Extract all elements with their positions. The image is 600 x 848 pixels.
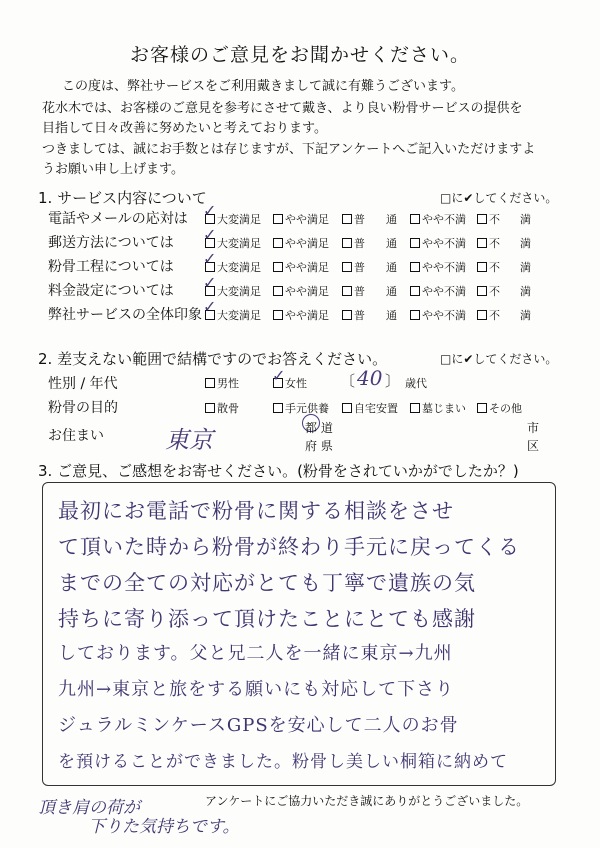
rating-option-label: 不 <box>489 261 500 274</box>
rating-option-label: やや満足 <box>285 285 329 298</box>
comment-line: ジュラルミンケースGPSを安心して二人のお骨 <box>58 715 459 736</box>
rating-option <box>386 307 397 323</box>
rating-option-label: やや不満 <box>422 213 466 226</box>
rating-row-label: 電話やメールの応対は <box>48 211 188 227</box>
rating-option-label: 通 <box>386 213 397 226</box>
rating-option-label: やや不満 <box>422 237 466 250</box>
rating-option-label: 大変満足 <box>217 237 261 250</box>
rating-option-label: 大変満足 <box>217 309 261 322</box>
rating-option <box>386 283 397 299</box>
intro-line-3: 目指して日々改善に努めたいと考えております。 <box>42 121 327 136</box>
gender-male-label: 男性 <box>217 377 239 390</box>
page-title: お客様のご意見をお聞かせください。 <box>129 44 470 66</box>
checkbox[interactable] <box>273 403 283 413</box>
rating-option-label: 通 <box>386 237 397 250</box>
rating-option-label: 普 <box>354 261 365 274</box>
rating-option[interactable] <box>273 283 329 299</box>
rating-row-label: 弊社サービスの全体印象 <box>48 307 202 323</box>
rating-option <box>520 283 531 299</box>
rating-option[interactable] <box>342 259 365 275</box>
checkbox[interactable] <box>273 238 283 248</box>
check-mark-icon: ✓ <box>203 225 217 244</box>
rating-option[interactable] <box>342 307 365 323</box>
rating-option-label: 満 <box>520 285 531 298</box>
purpose-option-label: 散骨 <box>217 402 239 415</box>
checkbox[interactable] <box>342 214 352 224</box>
rating-option[interactable] <box>273 211 329 227</box>
checkbox[interactable] <box>410 286 420 296</box>
checkbox[interactable] <box>342 238 352 248</box>
intro-line-1: この度は、弊社サービスをご利用戴きまして誠に有難うございます。 <box>62 79 464 94</box>
age-bracket-open: 〔 <box>340 372 356 390</box>
checkbox[interactable] <box>342 286 352 296</box>
rating-option-label: 普 <box>354 309 365 322</box>
rating-option[interactable] <box>477 235 500 251</box>
rating-option[interactable] <box>273 235 329 251</box>
purpose-option[interactable] <box>273 400 329 416</box>
rating-option-label: やや満足 <box>285 213 329 226</box>
rating-option <box>520 307 531 323</box>
comment-line: しております。父と兄二人を一緒に東京→九州 <box>58 643 453 664</box>
age-suffix: 歳代 <box>405 377 427 390</box>
comment-line: て頂いた時から粉骨が終わり手元に戻ってくる <box>58 535 520 559</box>
check-mark-icon: ✓ <box>203 297 217 316</box>
rating-option-label: 満 <box>520 237 531 250</box>
checkbox[interactable] <box>410 310 420 320</box>
purpose-option[interactable] <box>205 400 239 416</box>
rating-row-label: 粉骨工程については <box>48 259 174 275</box>
rating-option <box>520 211 531 227</box>
rating-option-label: やや不満 <box>422 285 466 298</box>
rating-option <box>520 259 531 275</box>
check-mark-icon: ✓ <box>203 249 217 268</box>
rating-option[interactable] <box>410 283 466 299</box>
age-value[interactable]: 40 <box>357 366 383 390</box>
rating-option-label: 大変満足 <box>217 261 261 274</box>
comment-line: を預けることができました。粉骨し美しい桐箱に納めて <box>58 752 508 772</box>
rating-option-label: 不 <box>489 213 500 226</box>
rating-option[interactable] <box>477 307 500 323</box>
checkbox[interactable] <box>410 214 420 224</box>
address-label: お住まい <box>48 428 104 444</box>
rating-row-label: 郵送方法については <box>48 235 174 251</box>
rating-option-label: 大変満足 <box>217 213 261 226</box>
female-check-mark-icon: ✓ <box>272 366 286 385</box>
rating-row-label: 料金設定については <box>48 283 174 299</box>
section1-instruction: □に✔してください。 <box>440 191 558 205</box>
age-bracket-close: 〕 <box>385 372 401 390</box>
comment-line: までの全ての対応がとても丁寧で遺族の気 <box>58 571 476 595</box>
checkbox[interactable] <box>342 403 352 413</box>
purpose-option-label: その他 <box>489 402 522 415</box>
ward-label: 区 <box>527 439 540 453</box>
rating-option-label: 通 <box>386 285 397 298</box>
rating-option-label: やや満足 <box>285 309 329 322</box>
rating-option[interactable] <box>477 211 500 227</box>
section3-heading: 3. ご意見、ご感想をお寄せください。(粉骨をされていかがでしたか？) <box>38 462 519 480</box>
section2-instruction: □に✔してください。 <box>440 352 558 366</box>
rating-option-label: 通 <box>386 261 397 274</box>
prefecture-options-top: 都 道 <box>305 421 333 435</box>
rating-option[interactable] <box>342 235 365 251</box>
checkbox[interactable] <box>273 262 283 272</box>
gender-female-label: 女性 <box>285 377 307 390</box>
checkbox[interactable] <box>205 403 215 413</box>
rating-option <box>520 235 531 251</box>
section1-heading: 1. サービス内容について <box>38 189 207 207</box>
rating-option[interactable] <box>410 211 466 227</box>
rating-option-label: 大変満足 <box>217 285 261 298</box>
intro-line-4: つきましては、誠にお手数とは存じますが、下記アンケートへご記入いただけますよ <box>42 142 536 157</box>
rating-option[interactable] <box>273 259 329 275</box>
rating-option[interactable] <box>477 283 500 299</box>
rating-option[interactable] <box>273 307 329 323</box>
comment-box[interactable] <box>42 482 556 786</box>
checkbox[interactable] <box>477 310 487 320</box>
rating-option[interactable] <box>477 259 500 275</box>
comment-continuation-1: 頂き肩の荷が <box>38 798 140 818</box>
intro-line-5: うお願い申し上げます。 <box>42 162 184 177</box>
checkbox[interactable] <box>477 403 487 413</box>
checkbox[interactable] <box>205 378 215 388</box>
gender-male-option[interactable] <box>205 375 239 391</box>
rating-option[interactable] <box>342 283 365 299</box>
checkbox[interactable] <box>477 262 487 272</box>
rating-option[interactable] <box>410 307 466 323</box>
rating-option <box>386 259 397 275</box>
purpose-option-label: 墓じまい <box>422 402 466 415</box>
rating-option[interactable] <box>342 211 365 227</box>
checkbox[interactable] <box>273 286 283 296</box>
rating-option-label: 満 <box>520 213 531 226</box>
rating-option-label: 通 <box>386 309 397 322</box>
city-label: 市 <box>527 421 540 435</box>
purpose-option[interactable] <box>410 400 466 416</box>
checkbox[interactable] <box>410 403 420 413</box>
rating-option-label: 不 <box>489 285 500 298</box>
checkbox[interactable] <box>477 214 487 224</box>
checkbox[interactable] <box>410 262 420 272</box>
checkbox[interactable] <box>477 238 487 248</box>
purpose-option-label: 自宅安置 <box>354 402 398 415</box>
checkbox[interactable] <box>477 286 487 296</box>
comment-line: 最初にお電話で粉骨に関する相談をさせ <box>58 499 454 523</box>
rating-option <box>386 211 397 227</box>
checkbox[interactable] <box>273 214 283 224</box>
rating-option-label: やや不満 <box>422 261 466 274</box>
purpose-option[interactable] <box>342 400 398 416</box>
rating-option-label: やや満足 <box>285 261 329 274</box>
checkbox[interactable] <box>273 310 283 320</box>
check-mark-icon: ✓ <box>203 201 217 220</box>
address-value[interactable]: 東京 <box>165 426 213 454</box>
purpose-label: 粉骨の目的 <box>48 400 118 416</box>
comment-line: 持ちに寄り添って頂けたことにとても感謝 <box>58 607 476 631</box>
rating-option-label: 満 <box>520 309 531 322</box>
comment-line: 九州→東京と旅をする願いにも対応して下さり <box>58 679 455 700</box>
rating-option-label: 普 <box>354 285 365 298</box>
rating-option-label: やや満足 <box>285 237 329 250</box>
rating-option-label: やや不満 <box>422 309 466 322</box>
rating-option-label: 普 <box>354 213 365 226</box>
check-mark-icon: ✓ <box>203 273 217 292</box>
intro-line-2: 花水木では、お客様のご意見を参考にさせて戴き、より良い粉骨サービスの提供を <box>42 101 523 116</box>
rating-option-label: 普 <box>354 237 365 250</box>
section2-heading: 2. 差支えない範囲で結構ですのでお答えください。 <box>38 350 388 368</box>
rating-option-label: 不 <box>489 309 500 322</box>
rating-option-label: 満 <box>520 261 531 274</box>
purpose-option-label: 手元供養 <box>285 402 329 415</box>
rating-option[interactable] <box>410 259 466 275</box>
rating-option-label: 不 <box>489 237 500 250</box>
gender-age-label: 性別 / 年代 <box>48 376 118 392</box>
purpose-option[interactable] <box>477 400 522 416</box>
prefecture-options-bottom: 府 県 <box>305 439 333 453</box>
checkbox[interactable] <box>342 310 352 320</box>
rating-option <box>386 235 397 251</box>
thanks-message: アンケートにご協力いただき誠にありがとうございました。 <box>205 794 529 808</box>
checkbox[interactable] <box>342 262 352 272</box>
comment-continuation-2: 下りた気持ちです。 <box>88 817 240 837</box>
checkbox[interactable] <box>410 238 420 248</box>
rating-option[interactable] <box>410 235 466 251</box>
